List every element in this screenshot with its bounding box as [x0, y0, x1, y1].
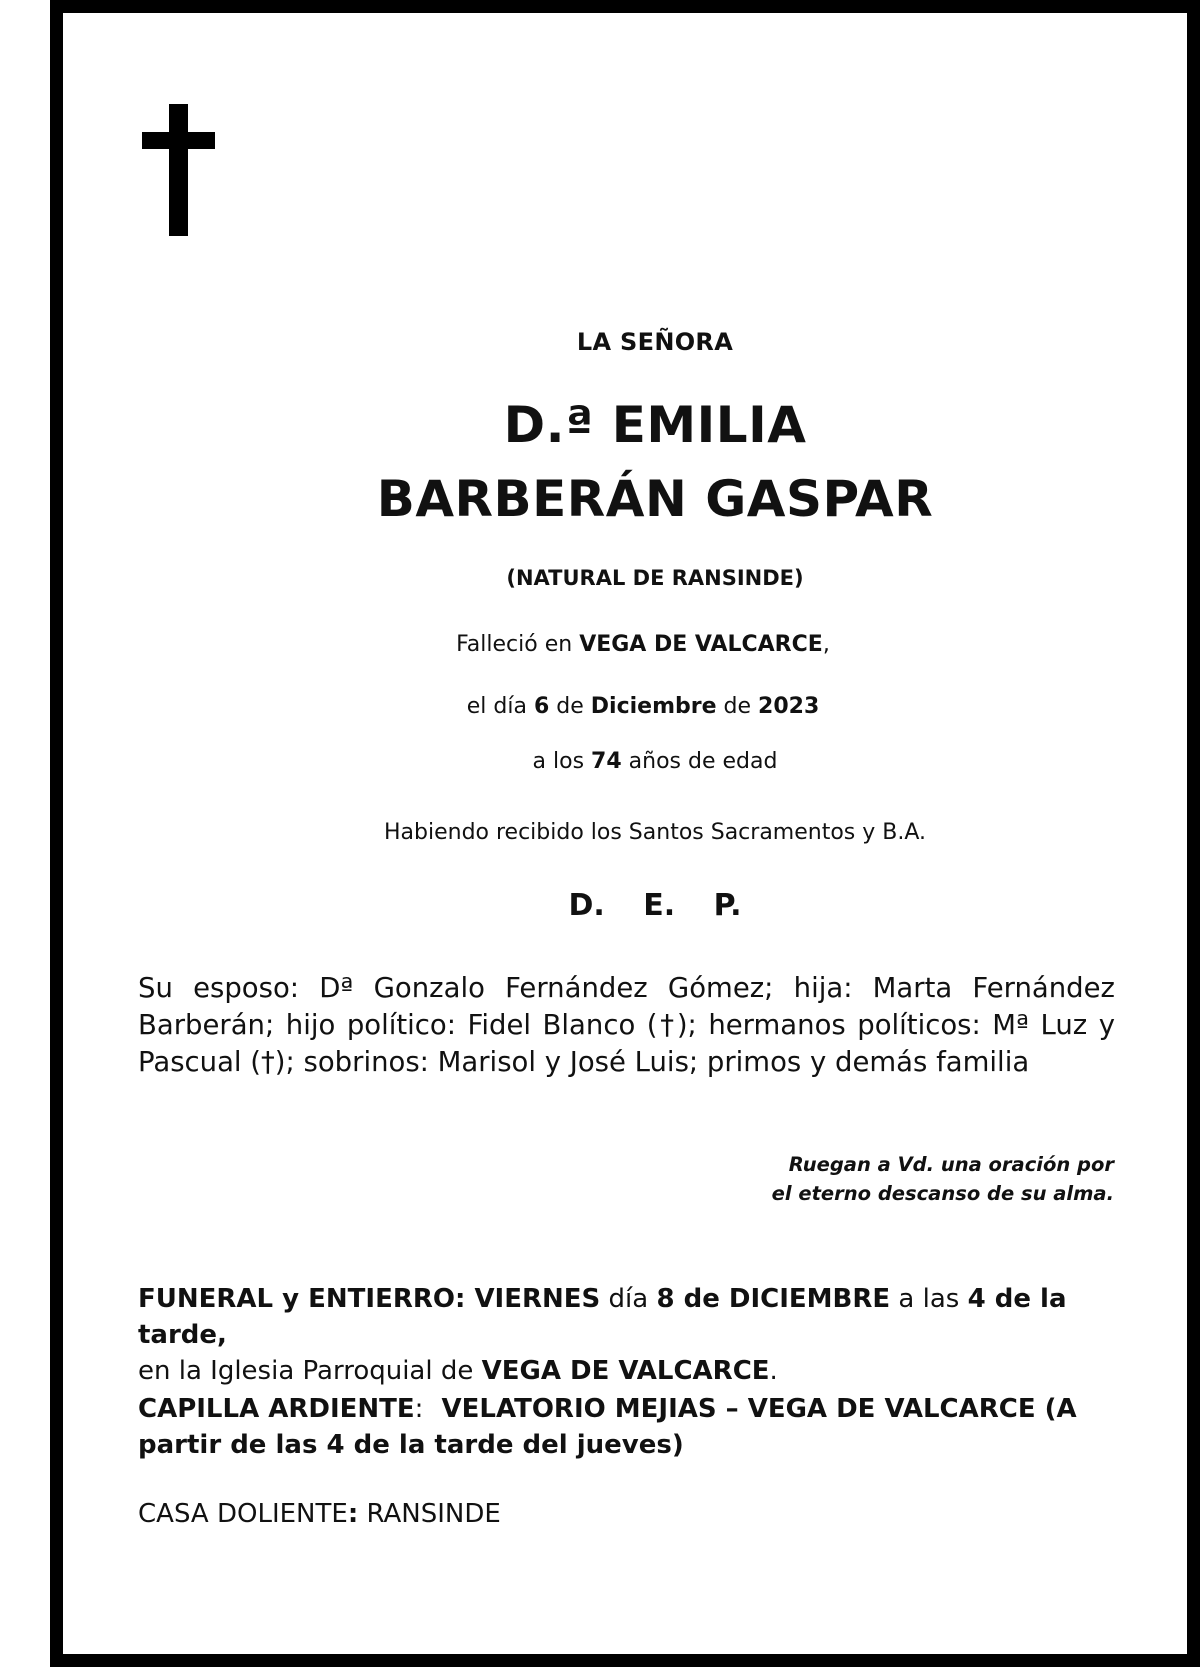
family-paragraph: Su esposo: Dª Gonzalo Fernández Gómez; hija: Marta Fernández Barberán; hijo político: Fidel Blanco (†); hermanos políticos: Mª Luz y Pascual (†); sobrinos: Marisol y José Luis; primos y demás familia	[138, 972, 1115, 1078]
deceased-name-line-1: D.ª EMILIA	[503, 396, 807, 454]
dep-abbreviation: D. E. P.	[568, 888, 742, 923]
age-prefix: a los	[532, 749, 592, 774]
deceased-origin: (NATURAL DE RANSINDE)	[506, 566, 804, 590]
prayer-line-2: el eterno descanso de su alma.	[771, 1182, 1114, 1205]
prayer-request	[772, 1150, 1114, 1208]
title-la-senora: LA SEÑORA	[576, 328, 734, 356]
chapel-text: VELATORIO MEJIAS – VEGA DE VALCARCE (A partir de las 4 de la tarde del jueves)	[138, 1394, 1086, 1460]
mourning-house-colon: :	[347, 1499, 359, 1529]
mourning-house-info	[138, 1499, 501, 1529]
chapel-label: CAPILLA ARDIENTE	[138, 1394, 415, 1424]
chapel-colon: :	[414, 1394, 424, 1424]
death-year: 2023	[758, 694, 820, 719]
age-value: 74	[591, 749, 622, 774]
death-place-line	[343, 632, 943, 657]
sacraments-line: Habiendo recibido los Santos Sacramentos y B.A.	[383, 820, 927, 845]
death-place-suffix: ,	[822, 632, 830, 657]
funeral-info	[138, 1281, 1128, 1389]
death-month: Diciembre	[590, 694, 717, 719]
death-place: VEGA DE VALCARCE	[579, 632, 823, 657]
deceased-name-line-2: BARBERÁN GASPAR	[376, 470, 934, 528]
funeral-place: VEGA DE VALCARCE	[481, 1356, 770, 1386]
death-place-prefix: Falleció en	[456, 632, 580, 657]
chapel-info	[138, 1391, 1128, 1463]
funeral-a-las: a las	[890, 1284, 968, 1314]
funeral-church-prefix: en la Iglesia Parroquial de	[138, 1356, 482, 1386]
date-connector: de	[716, 694, 759, 719]
funeral-date: 8 de DICIEMBRE	[656, 1284, 891, 1314]
prayer-line-1: Ruegan a Vd. una oración por	[788, 1153, 1114, 1176]
death-date-line	[343, 694, 943, 719]
funeral-dia-word: día	[600, 1284, 657, 1314]
mourning-house-value: RANSINDE	[358, 1499, 501, 1529]
funeral-suffix: .	[769, 1356, 778, 1386]
age-line	[355, 749, 955, 774]
funeral-time: 4 de la tarde,	[138, 1284, 1067, 1350]
funeral-label: FUNERAL y ENTIERRO: VIERNES	[138, 1284, 601, 1314]
mourning-house-label: CASA DOLIENTE	[138, 1499, 348, 1529]
date-prefix: el día	[466, 694, 534, 719]
death-day: 6	[533, 694, 550, 719]
age-suffix: años de edad	[621, 749, 778, 774]
date-connector: de	[549, 694, 591, 719]
